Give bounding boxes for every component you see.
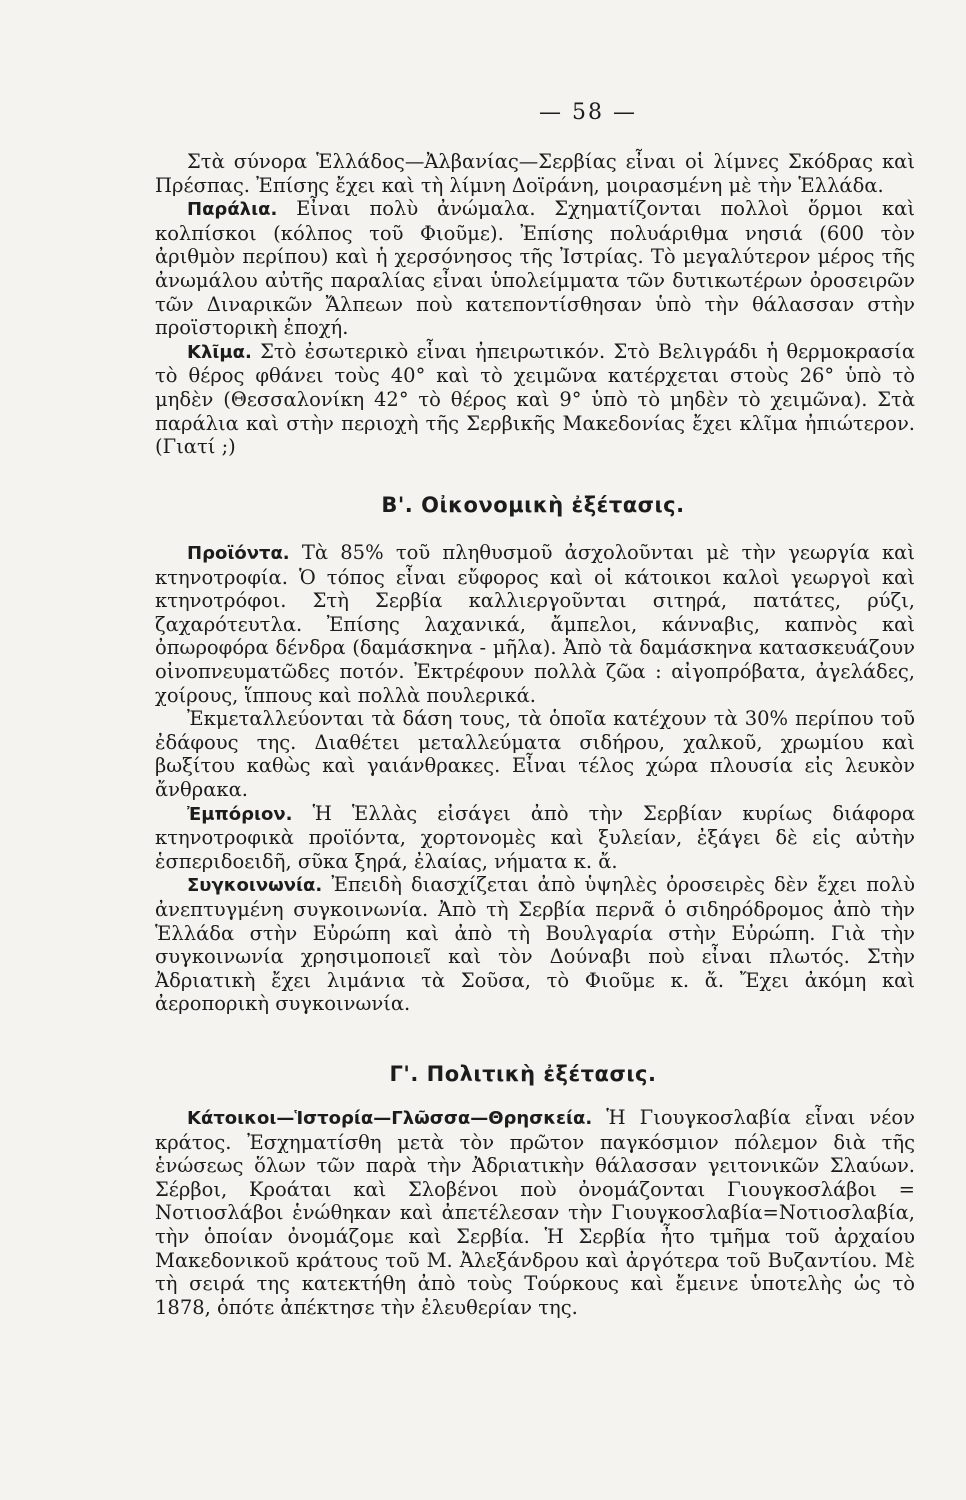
paragraph-trade xyxy=(155,802,915,874)
section-economic xyxy=(155,541,915,1016)
paragraph-forests: Ἐκμεταλλεύονται τὰ δάση τους, τὰ ὁποῖα κατέχουν τὰ 30% περίπου τοῦ ἐδάφους της. Διαθέτει μεταλλεύματα σιδήρου, χαλκοῦ, χρωμίου καὶ βωξίτου καθὼς καὶ γαιάνθρακες. Εἶναι τέλος χώρα πλουσία εἰς λευκὸν ἄνθρακα. xyxy=(155,707,915,801)
page-number: — 58 — xyxy=(539,100,637,125)
products-text: Τὰ 85% τοῦ πληθυσμοῦ ἀσχολοῦνται μὲ τὴν γεωργία καὶ κτηνοτροφία. Ὁ τόπος εἶναι εὔφορος καὶ οἱ κάτοικοι καλοὶ γεωργοὶ καὶ κτηνοτρόφοι. Στὴ Σερβία καλλιεργοῦνται σιτηρά, πατάτες, ρύζι, ζαχαρότευτλα. Ἐπίσης λαχανικά, ἄμπελοι, κάνναβις, καπνὸς καὶ ὀπωροφόρα δένδρα (δαμάσκηνα - μῆλα). Ἀπὸ τὰ δαμάσκηνα κατασκευάζουν οἰνοπνευματῶδες ποτόν. Ἐκτρέφουν πολλὰ ζῶα : αἰγοπρόβατα, ἀγελάδες, χοίρους, ἵππους καὶ πολλὰ πουλερικά. xyxy=(155,541,916,707)
communication-label: Συγκοινωνία. xyxy=(187,875,323,897)
paragraph-climate xyxy=(155,340,915,459)
trade-label: Ἐμπόριον. xyxy=(187,803,293,825)
communication-text: Ἐπειδὴ διασχίζεται ἀπὸ ὑψηλὲς ὀροσειρὲς δὲν ἔχει πολὺ ἀνεπτυγμένη συγκοινωνία. Ἀπὸ τὴ Σερβία περνᾶ ὁ σιδηρόδρομος ἀπὸ τὴν Ἑλλάδα στὴν Εὐρώπη καὶ ἀπὸ τὴ Βουλγαρία στὴν Εὐρώπη. Γιὰ τὴν συγκοινωνία χρησιμοποιεῖ καὶ τὸν Δούναβι ποὺ εἶναι πλωτός. Στὴν Ἀδριατικὴ ἔχει λιμάνια τὰ Σοῦσα, τὸ Φιοῦμε κ. ἄ. Ἔχει ἀκόμη καὶ ἀεροπορικὴ συγκοινωνία. xyxy=(155,873,915,1016)
heading-economic: Β'. Οἰκονομικὴ ἐξέτασις. xyxy=(381,493,685,517)
products-label: Προϊόντα. xyxy=(187,543,290,564)
paragraph-communication xyxy=(155,873,915,1016)
paragraph-lakes: Στὰ σύνορα Ἑλλάδος—Ἀλβανίας—Σερβίας εἶναι οἱ λίμνες Σκόδρας καὶ Πρέσπας. Ἐπίσης ἔχει καὶ τὴ λίμνη Δοϊράνη, μοιρασμένη μὲ τὴν Ἑλλάδα. xyxy=(155,150,915,197)
climate-label: Κλῖμα. xyxy=(187,341,252,363)
section-political xyxy=(155,1106,915,1319)
section-geography xyxy=(155,150,915,459)
climate-text: Στὸ ἐσωτερικὸ εἶναι ἠπειρωτικόν. Στὸ Βελιγράδι ἡ θερμοκρασία τὸ θέρος φθάνει τοὺς 40° καὶ τὸ χειμῶνα κατέρχεται στοὺς 26° ὑπὸ τὸ μηδὲν (Θεσσαλονίκη 42° τὸ θέρος καὶ 9° ὑπὸ τὸ μηδὲν τὸ χειμῶνα). Στὰ παράλια καὶ στὴν περιοχὴ τῆς Σερβικῆς Μακεδονίας ἔχει κλῖμα ἠπιώτερον. (Γιατί ;) xyxy=(155,339,915,459)
paragraph-products xyxy=(155,541,915,707)
people-text: Ἡ Γιουγκοσλαβία εἶναι νέον κράτος. Ἐσχηματίσθη μετὰ τὸν πρῶτον παγκόσμιον πόλεμον διὰ τῆς ἑνώσεως ὅλων τῶν παρὰ τὴν Ἀδριατικὴν θάλασσαν γειτονικῶν Σλαύων. Σέρβοι, Κροάται καὶ Σλοβένοι ποὺ ὀνομάζονται Γιουγκοσλάβοι = Νοτιοσλάβοι ἑνώθηκαν καὶ ἀπετέλεσαν τὴν Γιουγκοσλαβία=Νοτιοσλαβία, τὴν ὁποίαν ὀνομάζομε καὶ Σερβία. Ἡ Σερβία ἦτο τμῆμα τοῦ ἀρχαίου Μακεδονικοῦ κράτους τοῦ Μ. Ἀλεξάνδρου καὶ ἀργότερα τοῦ Βυζαντίου. Μὲ τὴ σειρά της κατεκτήθη ἀπὸ τοὺς Τούρκους καὶ ἔμεινε ὑποτελὴς ὡς τὸ 1878, ὁπότε ἀπέκτησε τὴν ἐλευθερίαν της. xyxy=(155,1106,916,1319)
coast-label: Παράλια. xyxy=(187,199,278,221)
paragraph-coast xyxy=(155,197,915,340)
paragraph-people xyxy=(155,1106,915,1319)
people-label: Κάτοικοι—Ἱστορία—Γλῶσσα—Θρησκεία. xyxy=(187,1108,593,1129)
coast-text: Εἶναι πολὺ ἀνώμαλα. Σχηματίζονται πολλοὶ ὅρμοι καὶ κολπίσκοι (κόλπος τοῦ Φιοῦμε). Ἐπίσης πολυάριθμα νησιά (600 τὸν ἀριθμὸν περίπου) καὶ ἡ χερσόνησος τῆς Ἰστρίας. Τὸ μεγαλύτερον μέρος τῆς ἀνωμάλου αὐτῆς παραλίας εἶναι ὑπολείμματα τῶν δυτικωτέρων ὀροσειρῶν τῶν Διναρικῶν Ἄλπεων ποὺ κατεποντίσθησαν ὑπὸ τὴν θάλασσαν στὴν προϊστορικὴ ἐποχή. xyxy=(155,197,916,340)
heading-political: Γ'. Πολιτικὴ ἐξέτασις. xyxy=(389,1062,657,1086)
trade-text: Ἡ Ἑλλὰς εἰσάγει ἀπὸ τὴν Σερβίαν κυρίως διάφορα κτηνοτροφικὰ προϊόντα, χορτονομὲς καὶ ξυλείαν, ἐξάγει δὲ εἰς αὐτὴν ἑσπεριδοειδῆ, σῦκα ξηρά, ἐλαίας, νήματα κ. ἄ. xyxy=(155,801,915,873)
